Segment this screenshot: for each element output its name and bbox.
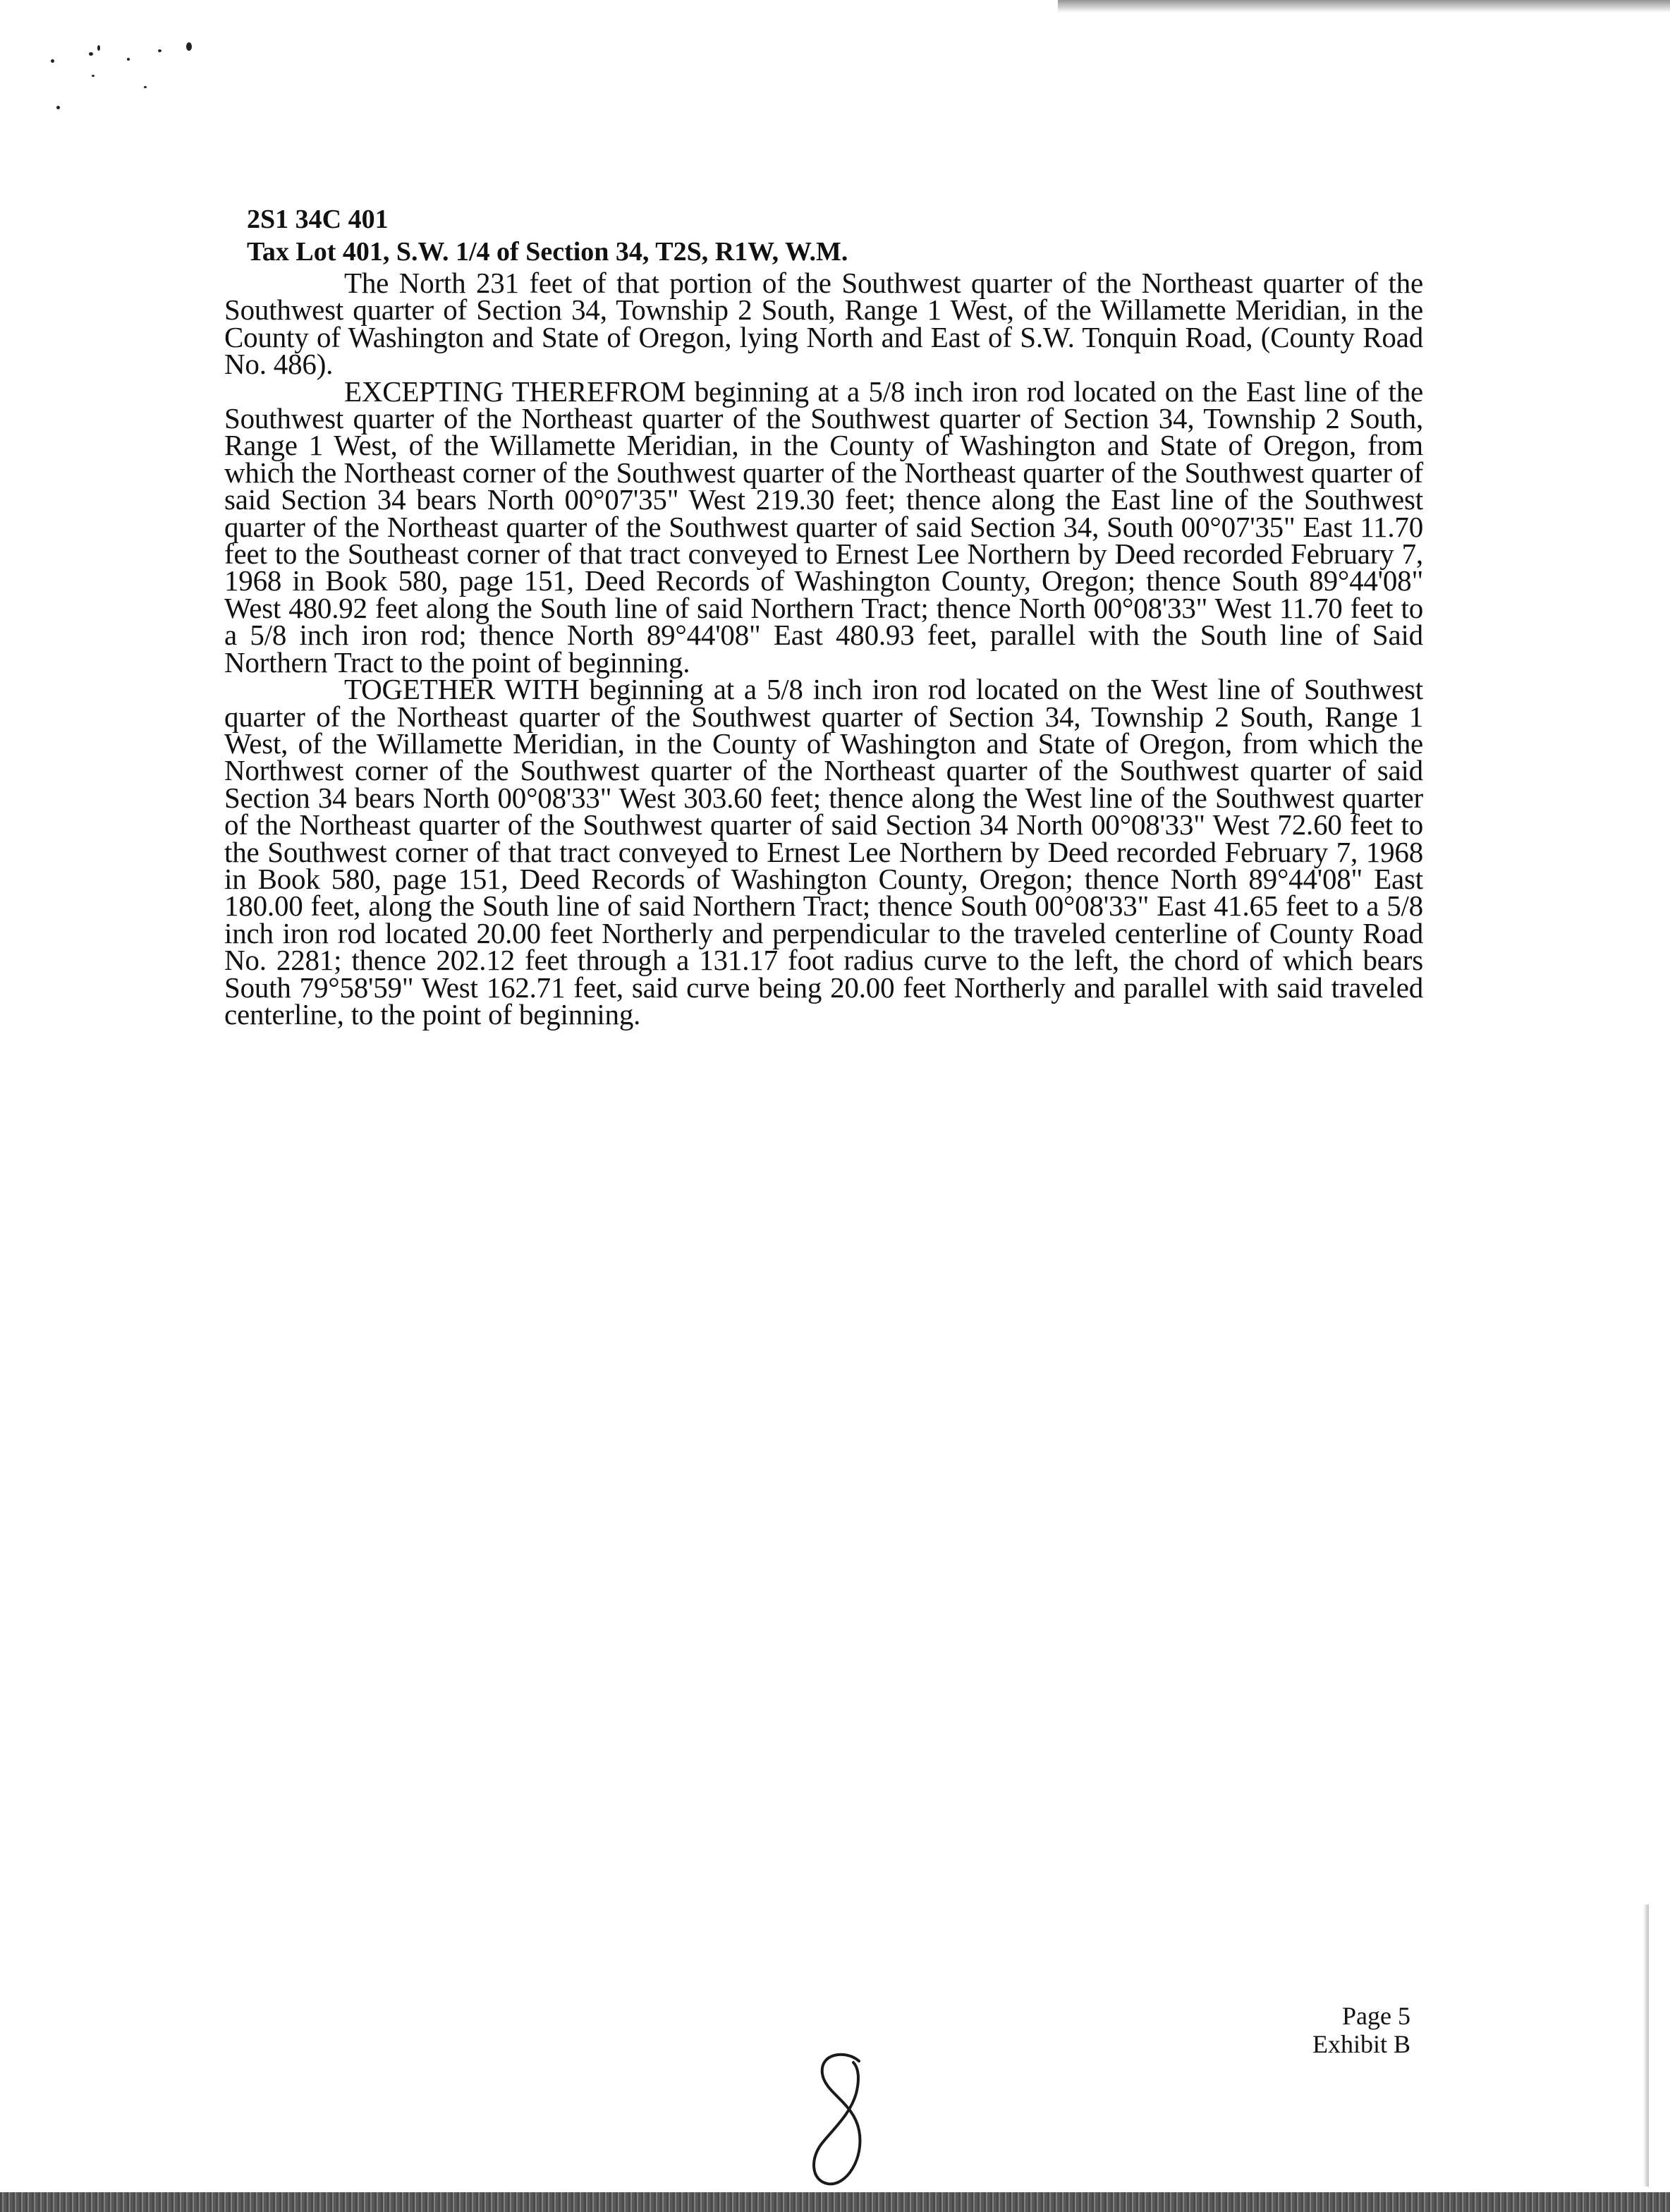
scan-speck	[158, 49, 161, 52]
scan-speck	[92, 75, 95, 77]
paragraph-excepting-therefrom: EXCEPTING THEREFROM beginning at a 5/8 inch iron rod located on the East line of the Southwest quarter of the Northeast quarter of the Southwest quarter of Section 34, Township 2 South, Range 1 West, of the Willamette Meridian, in the County of Washington and State of Oregon, from which the Northeast corner of the Southwest quarter of the Northeast quarter of the Southwest quarter of said Section 34 bears North 00°07'35" West 219.30 feet; thence along the East line of the Southwest quarter of the Northeast quarter of the Southwest quarter of said Section 34, South 00°07'35" East 11.70 feet to the Southeast corner of that tract conveyed to Ernest Lee Northern by Deed recorded February 7, 1968 in Book 580, page 151, Deed Records of Washington County, Oregon; thence South 89°44'08" West 480.92 feet along the South line of said Northern Tract; thence North 00°08'33" West 11.70 feet to a 5/8 inch iron rod; thence North 89°44'08" East 480.93 feet, parallel with the South line of Said Northern Tract to the point of beginning.	[224, 375, 1423, 679]
scan-speck	[144, 86, 147, 88]
scan-speck	[127, 58, 130, 61]
tax-lot-number: 2S1 34C 401	[247, 205, 389, 234]
tax-lot-title: Tax Lot 401, S.W. 1/4 of Section 34, T2S, R1W, W.M.	[247, 237, 848, 267]
page-footer	[1262, 2002, 1410, 2058]
paragraph-together-with: TOGETHER WITH beginning at a 5/8 inch iron rod located on the West line of Southwest quarter of the Northeast quarter of the Southwest quarter of Section 34, Township 2 South, Range 1 West, of the Willamette Meridian, in the County of Washington and State of Oregon, from which the Northwest corner of the Southwest quarter of the Northeast quarter of the Southwest quarter of said Section 34 bears North 00°08'33" West 303.60 feet; thence along the West line of the Southwest quarter of the Northeast quarter of the Southwest quarter of said Section 34 North 00°08'33" West 72.60 feet to the Southwest corner of that tract conveyed to Ernest Lee Northern by Deed recorded February 7, 1968 in Book 580, page 151, Deed Records of Washington County, Oregon; thence North 89°44'08" East 180.00 feet, along the South line of said Northern Tract; thence South 00°08'33" East 41.65 feet to a 5/8 inch iron rod located 20.00 feet Northerly and perpendicular to the traveled centerline of County Road No. 2281; thence 202.12 feet through a 131.17 foot radius curve to the left, the chord of which bears South 79°58'59" West 162.71 feet, said curve being 20.00 feet Northerly and parallel with said traveled centerline, to the point of beginning.	[224, 673, 1423, 1031]
page-label: Page 5	[1342, 2002, 1410, 2030]
scan-speck	[51, 59, 54, 63]
legal-description	[224, 203, 1423, 1031]
scan-artifact-right-edge	[1643, 1904, 1649, 2187]
scan-speck	[186, 42, 192, 51]
handwritten-page-number-8	[804, 2046, 882, 2201]
scan-artifact-top	[1058, 0, 1670, 13]
scan-speck	[97, 45, 100, 51]
scan-speck	[56, 106, 60, 109]
scan-speck	[89, 52, 93, 56]
paragraph-north-231-feet: The North 231 feet of that portion of the Southwest quarter of the Northeast quarter of the Southwest quarter of Section 34, Township 2 South, Range 1 West, of the Willamette Meridian, in the County of Washington and State of Oregon, lying North and East of S.W. Tonquin Road, (County Road No. 486).	[224, 267, 1423, 381]
exhibit-label: Exhibit B	[1312, 2030, 1410, 2058]
